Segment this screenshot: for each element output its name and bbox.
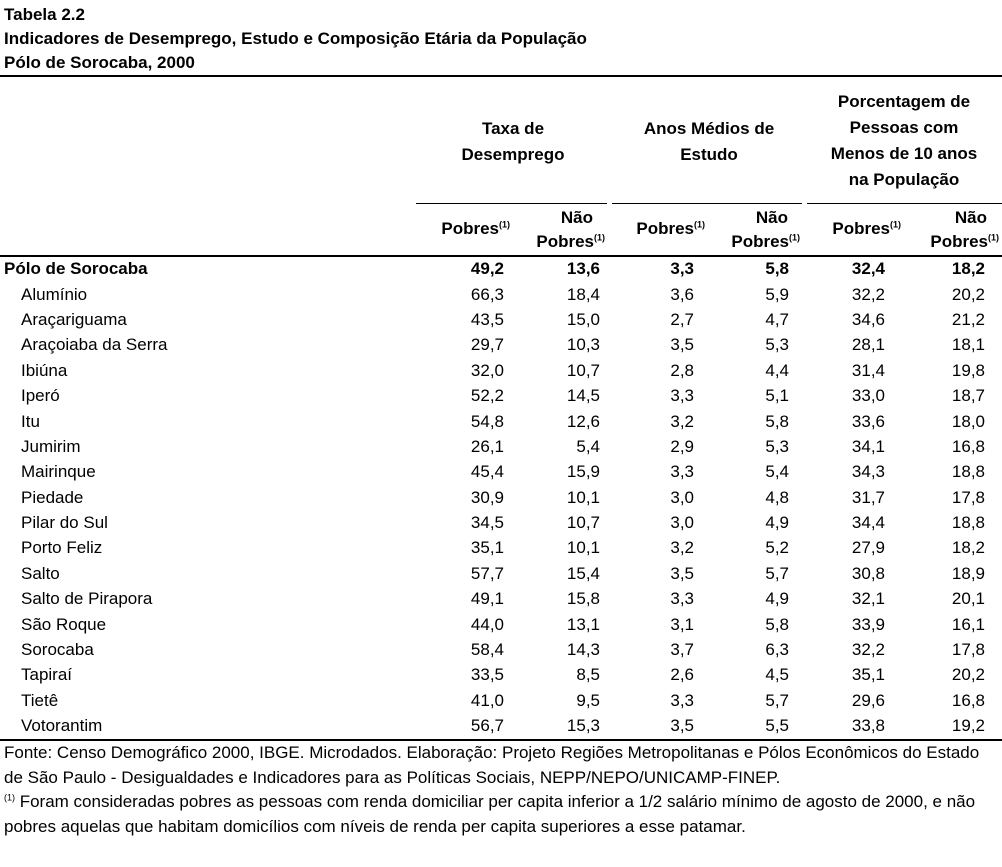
cell-value: 3,0 xyxy=(670,487,694,507)
cell-value: 31,4 xyxy=(851,360,885,380)
cell-value: 35,1 xyxy=(470,538,504,558)
group-rule-1 xyxy=(416,203,607,204)
table-row xyxy=(0,459,989,484)
cell-value: 33,9 xyxy=(851,614,885,634)
cell-value: 5,5 xyxy=(765,716,789,736)
cell-value: 32,0 xyxy=(470,360,504,380)
table-row xyxy=(0,662,989,687)
cell-value: 33,8 xyxy=(851,716,885,736)
cell-value: 2,7 xyxy=(670,309,694,329)
cell-value: 21,2 xyxy=(951,309,985,329)
cell-value: 15,4 xyxy=(566,563,600,583)
row-label: Votorantim xyxy=(21,716,103,736)
cell-value: 10,7 xyxy=(566,513,600,533)
subheader-pobres-3: Pobres$^{(1)}$ xyxy=(832,219,901,238)
cell-value: 17,8 xyxy=(951,487,985,507)
cell-value: 32,2 xyxy=(851,284,885,304)
cell-value: 28,1 xyxy=(851,335,885,355)
cell-value: 44,0 xyxy=(470,614,504,634)
cell-value: 32,2 xyxy=(851,640,885,660)
cell-value: 5,8 xyxy=(765,411,789,431)
cell-value: 29,6 xyxy=(851,690,885,710)
table-row xyxy=(0,688,989,713)
row-label: Pólo de Sorocaba xyxy=(4,259,148,279)
cell-value: 5,4 xyxy=(765,462,789,482)
cell-value: 6,3 xyxy=(765,640,789,660)
cell-value: 54,8 xyxy=(470,411,504,431)
cell-value: 18,0 xyxy=(951,411,985,431)
table-row xyxy=(0,358,989,383)
cell-value: 5,4 xyxy=(576,436,600,456)
cell-value: 33,0 xyxy=(851,386,885,406)
cell-value: 16,1 xyxy=(951,614,985,634)
cell-value: 58,4 xyxy=(470,640,504,660)
cell-value: 18,2 xyxy=(951,538,985,558)
cell-value: 4,8 xyxy=(765,487,789,507)
cell-value: 33,6 xyxy=(851,411,885,431)
cell-value: 34,1 xyxy=(851,436,885,456)
cell-value: 3,3 xyxy=(670,462,694,482)
table-row xyxy=(0,611,989,636)
cell-value: 5,9 xyxy=(765,284,789,304)
row-label: Ibiúna xyxy=(21,360,68,380)
cell-value: 5,2 xyxy=(765,538,789,558)
cell-value: 4,9 xyxy=(765,589,789,609)
cell-value: 13,6 xyxy=(566,259,600,279)
group-rule-2 xyxy=(612,203,802,204)
header-unemployment: Taxa de Desemprego xyxy=(461,119,565,164)
cell-value: 4,4 xyxy=(765,360,789,380)
cell-value: 3,5 xyxy=(670,716,694,736)
cell-value: 18,1 xyxy=(951,335,985,355)
cell-value: 3,5 xyxy=(670,563,694,583)
cell-value: 4,5 xyxy=(765,665,789,685)
cell-value: 32,1 xyxy=(851,589,885,609)
row-label: Salto xyxy=(21,563,60,583)
row-label: Pilar do Sul xyxy=(21,513,108,533)
table-footer xyxy=(4,741,1000,839)
cell-value: 31,7 xyxy=(851,487,885,507)
cell-value: 10,7 xyxy=(566,360,600,380)
table-row xyxy=(0,485,989,510)
table-row xyxy=(0,307,989,332)
subheader-nao-pobres-2: Não Pobres$^{(1)}$ xyxy=(731,208,800,251)
cell-value: 34,3 xyxy=(851,462,885,482)
cell-value: 20,1 xyxy=(951,589,985,609)
table-row-total xyxy=(0,256,989,281)
cell-value: 66,3 xyxy=(470,284,504,304)
table-row xyxy=(0,713,989,738)
cell-value: 18,8 xyxy=(951,462,985,482)
cell-value: 29,7 xyxy=(470,335,504,355)
cell-value: 9,5 xyxy=(576,690,600,710)
cell-value: 3,3 xyxy=(670,589,694,609)
cell-value: 4,9 xyxy=(765,513,789,533)
cell-value: 3,5 xyxy=(670,335,694,355)
table-row xyxy=(0,281,989,306)
row-label: São Roque xyxy=(21,614,107,634)
cell-value: 18,9 xyxy=(951,563,985,583)
cell-value: 13,1 xyxy=(566,614,600,634)
cell-value: 12,6 xyxy=(566,411,600,431)
cell-value: 10,1 xyxy=(566,487,600,507)
cell-value: 34,6 xyxy=(851,309,885,329)
cell-value: 3,3 xyxy=(670,690,694,710)
subheader-nao-pobres-3: Não Pobres$^{(1)}$ xyxy=(930,208,999,251)
subheader-nao-pobres-1: Não Pobres$^{(1)}$ xyxy=(536,208,605,251)
table-title xyxy=(4,3,587,75)
cell-value: 18,2 xyxy=(951,259,985,279)
cell-value: 3,3 xyxy=(670,259,694,279)
cell-value: 19,8 xyxy=(951,360,985,380)
table-subheading: Pólo de Sorocaba, 2000 xyxy=(4,53,195,72)
cell-value: 3,3 xyxy=(670,386,694,406)
row-label: Piedade xyxy=(21,487,84,507)
table-row xyxy=(0,510,989,535)
cell-value: 27,9 xyxy=(851,538,885,558)
table-row xyxy=(0,535,989,560)
table-row xyxy=(0,383,989,408)
cell-value: 3,0 xyxy=(670,513,694,533)
row-label: Iperó xyxy=(21,386,60,406)
cell-value: 34,4 xyxy=(851,513,885,533)
row-label: Itu xyxy=(21,411,40,431)
row-label: Araçariguama xyxy=(21,309,127,329)
cell-value: 5,7 xyxy=(765,690,789,710)
cell-value: 34,5 xyxy=(470,513,504,533)
cell-value: 8,5 xyxy=(576,665,600,685)
cell-value: 5,7 xyxy=(765,563,789,583)
footnote: $^{(1)}$ Foram consideradas pobres as pessoas com renda domiciliar per capita inferior a 1/2 salário mínimo de agosto de 2000, e não pobres aquelas que habitam domicílios com níveis de renda per capita superiores a esse patamar. xyxy=(4,792,976,836)
cell-value: 14,5 xyxy=(566,386,600,406)
cell-value: 3,6 xyxy=(670,284,694,304)
row-label: Tapiraí xyxy=(21,665,73,685)
cell-value: 32,4 xyxy=(851,259,885,279)
cell-value: 2,9 xyxy=(670,436,694,456)
cell-value: 56,7 xyxy=(470,716,504,736)
header-children-share: Porcentagem de Pessoas com Menos de 10 anos na População xyxy=(830,92,978,189)
row-label: Mairinque xyxy=(21,462,96,482)
cell-value: 49,1 xyxy=(470,589,504,609)
cell-value: 45,4 xyxy=(470,462,504,482)
cell-value: 14,3 xyxy=(566,640,600,660)
table-row xyxy=(0,434,989,459)
row-label: Salto de Pirapora xyxy=(21,589,153,609)
cell-value: 35,1 xyxy=(851,665,885,685)
group-rule-3 xyxy=(807,203,1002,204)
table-row xyxy=(0,637,989,662)
cell-value: 5,1 xyxy=(765,386,789,406)
row-label: Alumínio xyxy=(21,284,88,304)
cell-value: 15,0 xyxy=(566,309,600,329)
cell-value: 43,5 xyxy=(470,309,504,329)
cell-value: 19,2 xyxy=(951,716,985,736)
cell-value: 20,2 xyxy=(951,284,985,304)
cell-value: 18,4 xyxy=(566,284,600,304)
row-label: Tietê xyxy=(21,690,59,710)
table-row xyxy=(0,586,989,611)
cell-value: 10,1 xyxy=(566,538,600,558)
cell-value: 15,8 xyxy=(566,589,600,609)
top-rule xyxy=(0,75,1002,77)
subheader-pobres-1: Pobres$^{(1)}$ xyxy=(441,219,510,238)
data-table xyxy=(0,256,989,738)
cell-value: 5,3 xyxy=(765,335,789,355)
cell-value: 3,7 xyxy=(670,640,694,660)
table-heading: Indicadores de Desemprego, Estudo e Composição Etária da População xyxy=(4,29,587,48)
row-label: Porto Feliz xyxy=(21,538,103,558)
cell-value: 10,3 xyxy=(566,335,600,355)
table-row xyxy=(0,408,989,433)
cell-value: 5,3 xyxy=(765,436,789,456)
cell-value: 17,8 xyxy=(951,640,985,660)
cell-value: 3,1 xyxy=(670,614,694,634)
cell-value: 33,5 xyxy=(470,665,504,685)
header-schooling: Anos Médios de Estudo xyxy=(643,119,775,164)
cell-value: 2,8 xyxy=(670,360,694,380)
table-row xyxy=(0,332,989,357)
cell-value: 52,2 xyxy=(470,386,504,406)
cell-value: 18,7 xyxy=(951,386,985,406)
cell-value: 5,8 xyxy=(765,614,789,634)
cell-value: 30,8 xyxy=(851,563,885,583)
cell-value: 16,8 xyxy=(951,690,985,710)
cell-value: 2,6 xyxy=(670,665,694,685)
subheader-pobres-2: Pobres$^{(1)}$ xyxy=(636,219,705,238)
cell-value: 3,2 xyxy=(670,411,694,431)
cell-value: 30,9 xyxy=(470,487,504,507)
source-note: Fonte: Censo Demográfico 2000, IBGE. Microdados. Elaboração: Projeto Regiões Metropolitanas e Pólos Econômicos do Estado de São Paulo - Desigualdades e Indicadores para as Políticas Sociais, NEPP/NEPO/UNICAMP-FINEP. xyxy=(4,743,980,787)
table-row xyxy=(0,561,989,586)
cell-value: 3,2 xyxy=(670,538,694,558)
cell-value: 16,8 xyxy=(951,436,985,456)
row-label: Jumirim xyxy=(21,436,81,456)
cell-value: 41,0 xyxy=(470,690,504,710)
cell-value: 5,8 xyxy=(765,259,789,279)
row-label: Sorocaba xyxy=(21,640,94,660)
cell-value: 15,3 xyxy=(566,716,600,736)
table-number: Tabela 2.2 xyxy=(4,5,85,24)
cell-value: 18,8 xyxy=(951,513,985,533)
row-label: Araçoiaba da Serra xyxy=(21,335,168,355)
cell-value: 26,1 xyxy=(470,436,504,456)
cell-value: 20,2 xyxy=(951,665,985,685)
cell-value: 49,2 xyxy=(470,259,504,279)
cell-value: 57,7 xyxy=(470,563,504,583)
cell-value: 15,9 xyxy=(566,462,600,482)
cell-value: 4,7 xyxy=(765,309,789,329)
